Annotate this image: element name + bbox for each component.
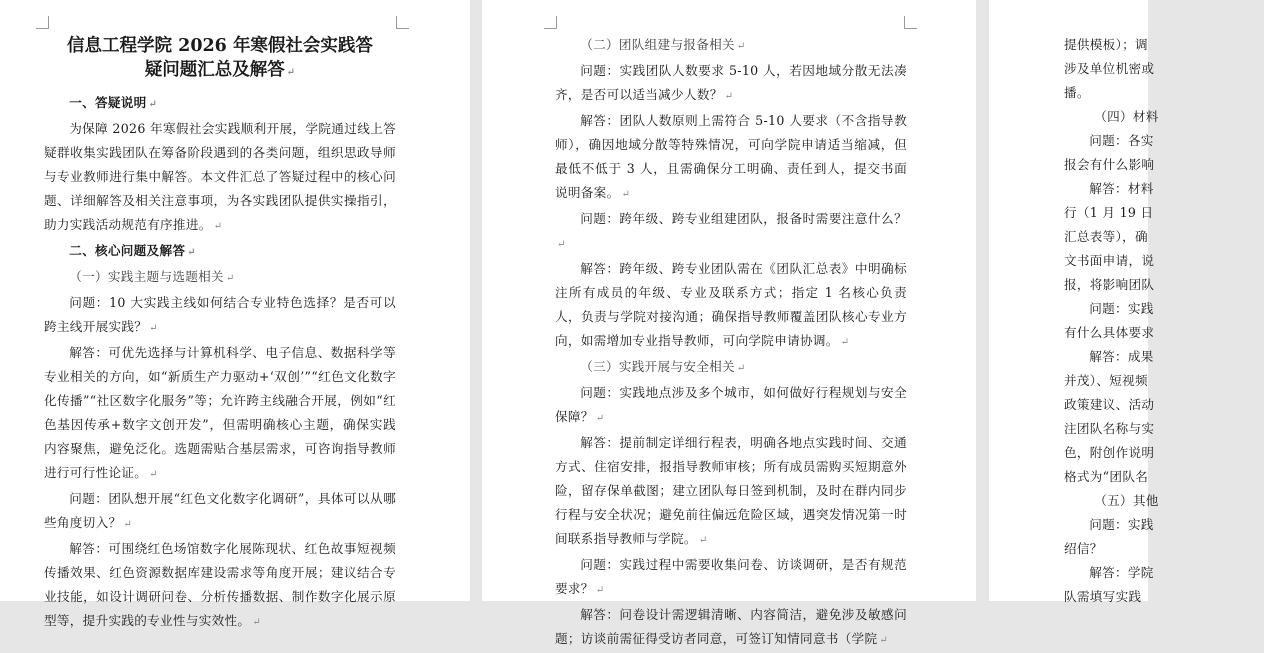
section-heading (555, 355, 907, 381)
paragraph-mark: ↵ (621, 189, 631, 200)
line-text: 色，附创作说明 (1064, 445, 1155, 460)
line-text: （四）材料 (1094, 109, 1159, 124)
body-paragraph (555, 381, 907, 431)
body-line (1064, 225, 1264, 249)
section-heading (44, 239, 396, 265)
paragraph-mark: ↵ (736, 41, 746, 52)
paragraph-text: 问题：实践过程中需要收集问卷、访谈调研，是否有规范要求？ (555, 557, 907, 596)
section-heading (44, 91, 396, 117)
paragraph-text: 一、答疑说明 (69, 95, 147, 110)
paragraph-text: 问题：10 大实践主线如何结合专业特色选择？是否可以跨主线开展实践？ (44, 295, 396, 334)
line-text: 解答：材料 (1089, 181, 1154, 196)
body-line (1064, 249, 1264, 273)
document-page-3 (989, 0, 1159, 604)
body-line (1064, 465, 1264, 489)
paragraph-text: 问题：跨年级、跨专业组建团队，报备时需要注意什么？ (580, 211, 907, 226)
body-line (1064, 105, 1264, 129)
body-paragraph (555, 59, 907, 109)
paragraph-mark: ↵ (595, 413, 605, 424)
line-text: 队需填写实践 (1064, 589, 1142, 604)
line-text: （五）其他 (1094, 493, 1159, 508)
paragraph-mark: ↵ (123, 519, 133, 530)
page-2-body[interactable] (555, 33, 907, 653)
body-paragraph (555, 109, 907, 207)
corner-mark (396, 16, 409, 29)
body-line (1064, 585, 1264, 609)
line-text: 格式为“团队名 (1064, 469, 1149, 484)
paragraph-mark: ↵ (286, 67, 296, 78)
paragraph-mark: ↵ (879, 635, 889, 646)
paragraph-text: （三）实践开展与安全相关 (580, 359, 735, 374)
body-line (1064, 129, 1264, 153)
body-paragraph (555, 553, 907, 603)
body-line (1064, 441, 1264, 465)
paragraph-text: 解答：可围绕红色场馆数字化展陈现状、红色故事短视频传播效果、红色资源数据库建设需求等角度开展；建议结合专业技能，如设计调研问卷、分析传播数据、制作数字化展示原型等，提升实践的专业性与实效性。 (44, 541, 396, 628)
line-text: 报，将影响团队 (1064, 277, 1155, 292)
document-page-1 (0, 0, 470, 628)
line-text: 汇总表等），确 (1064, 229, 1148, 244)
paragraph-text: 解答：团队人数原则上需符合 5-10 人要求（不含指导教师），确因地域分散等特殊情况，可向学院申请适当缩减，但最低不低于 3 人，且需确保分工明确、责任到人，提交书面说明备案。 (555, 113, 907, 200)
paragraph-text: 为保障 2026 年寒假社会实践顺利开展，学院通过线上答疑群收集实践团队在筹备阶段遇到的各类问题，组织思政导师与专业教师进行集中解答。本文件汇总了答疑过程中的核心问题、详细解答及相关注意事项，为各实践团队提供实操指引，助力实践活动规范有序推进。 (44, 121, 396, 232)
body-paragraph (44, 291, 396, 341)
body-line (1064, 273, 1264, 297)
section-heading (44, 265, 396, 291)
body-line (1064, 57, 1264, 81)
title-line-2: 疑问题汇总及解答 (144, 60, 285, 80)
paragraph-mark: ↵ (736, 363, 746, 374)
paragraph-mark: ↵ (148, 99, 158, 110)
body-paragraph (44, 117, 396, 239)
body-paragraph (44, 341, 396, 487)
page-3-body[interactable] (1064, 33, 1264, 609)
paragraph-text: 解答：提前制定详细行程表，明确各地点实践时间、交通方式、住宿安排，报指导教师审核；所有成员需购买短期意外险，留存保单截图；建立团队每日签到机制，及时在群内同步行程与安全状况；避免前往偏远危险区域，遇突发情况第一时间联系指导教师与学院。 (555, 435, 907, 546)
paragraph-text: （一）实践主题与选题相关 (69, 269, 224, 284)
paragraph-text: 二、核心问题及解答 (69, 243, 186, 258)
line-text: 问题：实践 (1089, 301, 1154, 316)
paragraph-text: 问题：实践团队人数要求 5-10 人，若因地域分散无法凑齐，是否可以适当减少人数？ (555, 63, 907, 102)
paragraph-text: 解答：可优先选择与计算机科学、电子信息、数据科学等专业相关的方向，如“新质生产力驱动+‘双创’”“红色文化数字化传播”“社区数字化服务”等；允许跨主线融合开展，例如“红色基因传承+数字文创开发”，但需明确核心主题，确保实践内容聚焦，避免泛化。选题需贴合基层需求，可咨询指导教师进行可行性论证。 (44, 345, 396, 480)
body-line (1064, 393, 1264, 417)
body-line (1064, 513, 1264, 537)
paragraph-mark: ↵ (724, 91, 734, 102)
body-paragraph (555, 207, 907, 257)
paragraph-mark: ↵ (149, 323, 158, 334)
paragraph-mark: ↵ (557, 239, 566, 250)
body-paragraph (44, 537, 396, 635)
body-line (1064, 33, 1264, 57)
body-line (1064, 153, 1264, 177)
body-line (1064, 297, 1264, 321)
body-line (1064, 321, 1264, 345)
paragraph-mark: ↵ (213, 221, 223, 232)
body-line (1064, 177, 1264, 201)
line-text: 政策建议、活动 (1064, 397, 1155, 412)
title-line-1: 信息工程学院 2026 年寒假社会实践答 (67, 36, 373, 56)
document-title (44, 34, 396, 85)
body-paragraph (555, 257, 907, 355)
paragraph-mark: ↵ (840, 337, 850, 348)
line-text: 提供模板）；调 (1064, 37, 1148, 52)
paragraph-text: 问题：团队想开展“红色文化数字化调研”，具体可以从哪些角度切入？ (44, 491, 396, 530)
line-text: 解答：成果 (1089, 349, 1154, 364)
paragraph-mark: ↵ (595, 585, 605, 596)
paragraph-mark: ↵ (225, 273, 235, 284)
corner-mark (544, 16, 557, 29)
corner-mark (904, 16, 917, 29)
line-text: 问题：各实 (1089, 133, 1154, 148)
line-text: 绍信？ (1064, 541, 1103, 556)
body-line (1064, 561, 1264, 585)
body-paragraph (44, 487, 396, 537)
paragraph-text: 解答：问卷设计需逻辑清晰、内容简洁，避免涉及敏感问题；访谈前需征得受访者同意，可签订知情同意书（学院 (555, 607, 907, 646)
line-text: 文书面申请，说 (1064, 253, 1155, 268)
paragraph-mark: ↵ (698, 535, 708, 546)
body-line (1064, 345, 1264, 369)
line-text: 行（1 月 19 日 (1064, 205, 1154, 220)
paragraph-mark: ↵ (149, 469, 158, 480)
line-text: 并茂）、短视频 (1064, 373, 1148, 388)
body-line (1064, 417, 1264, 441)
body-line (1064, 201, 1264, 225)
line-text: 有什么具体要求 (1064, 325, 1155, 340)
body-paragraph (555, 431, 907, 553)
line-text: 注团队名称与实 (1064, 421, 1155, 436)
body-line (1064, 369, 1264, 393)
document-page-2 (482, 0, 976, 646)
body-line (1064, 81, 1264, 105)
body-line (1064, 537, 1264, 561)
paragraph-text: 问题：实践地点涉及多个城市，如何做好行程规划与安全保障？ (555, 385, 907, 424)
line-text: 涉及单位机密或 (1064, 61, 1155, 76)
page-1-body[interactable] (44, 0, 396, 635)
paragraph-mark: ↵ (187, 247, 196, 258)
paragraph-mark: ↵ (252, 617, 261, 628)
line-text: 报会有什么影响 (1064, 157, 1155, 172)
body-line (1064, 489, 1264, 513)
paragraph-text: （二）团队组建与报备相关 (580, 37, 735, 52)
section-heading (555, 33, 907, 59)
body-paragraph (555, 603, 907, 653)
line-text: 播。 (1064, 85, 1090, 100)
paragraph-text: 解答：跨年级、跨专业团队需在《团队汇总表》中明确标注所有成员的年级、专业及联系方式；指定 1 名核心负责人，负责与学院对接沟通；确保指导教师覆盖团队核心专业方向，如需增加专业指导教师，可向学院申请协调。 (555, 261, 907, 348)
line-text: 问题：实践 (1089, 517, 1154, 532)
line-text: 解答：学院 (1089, 565, 1154, 580)
